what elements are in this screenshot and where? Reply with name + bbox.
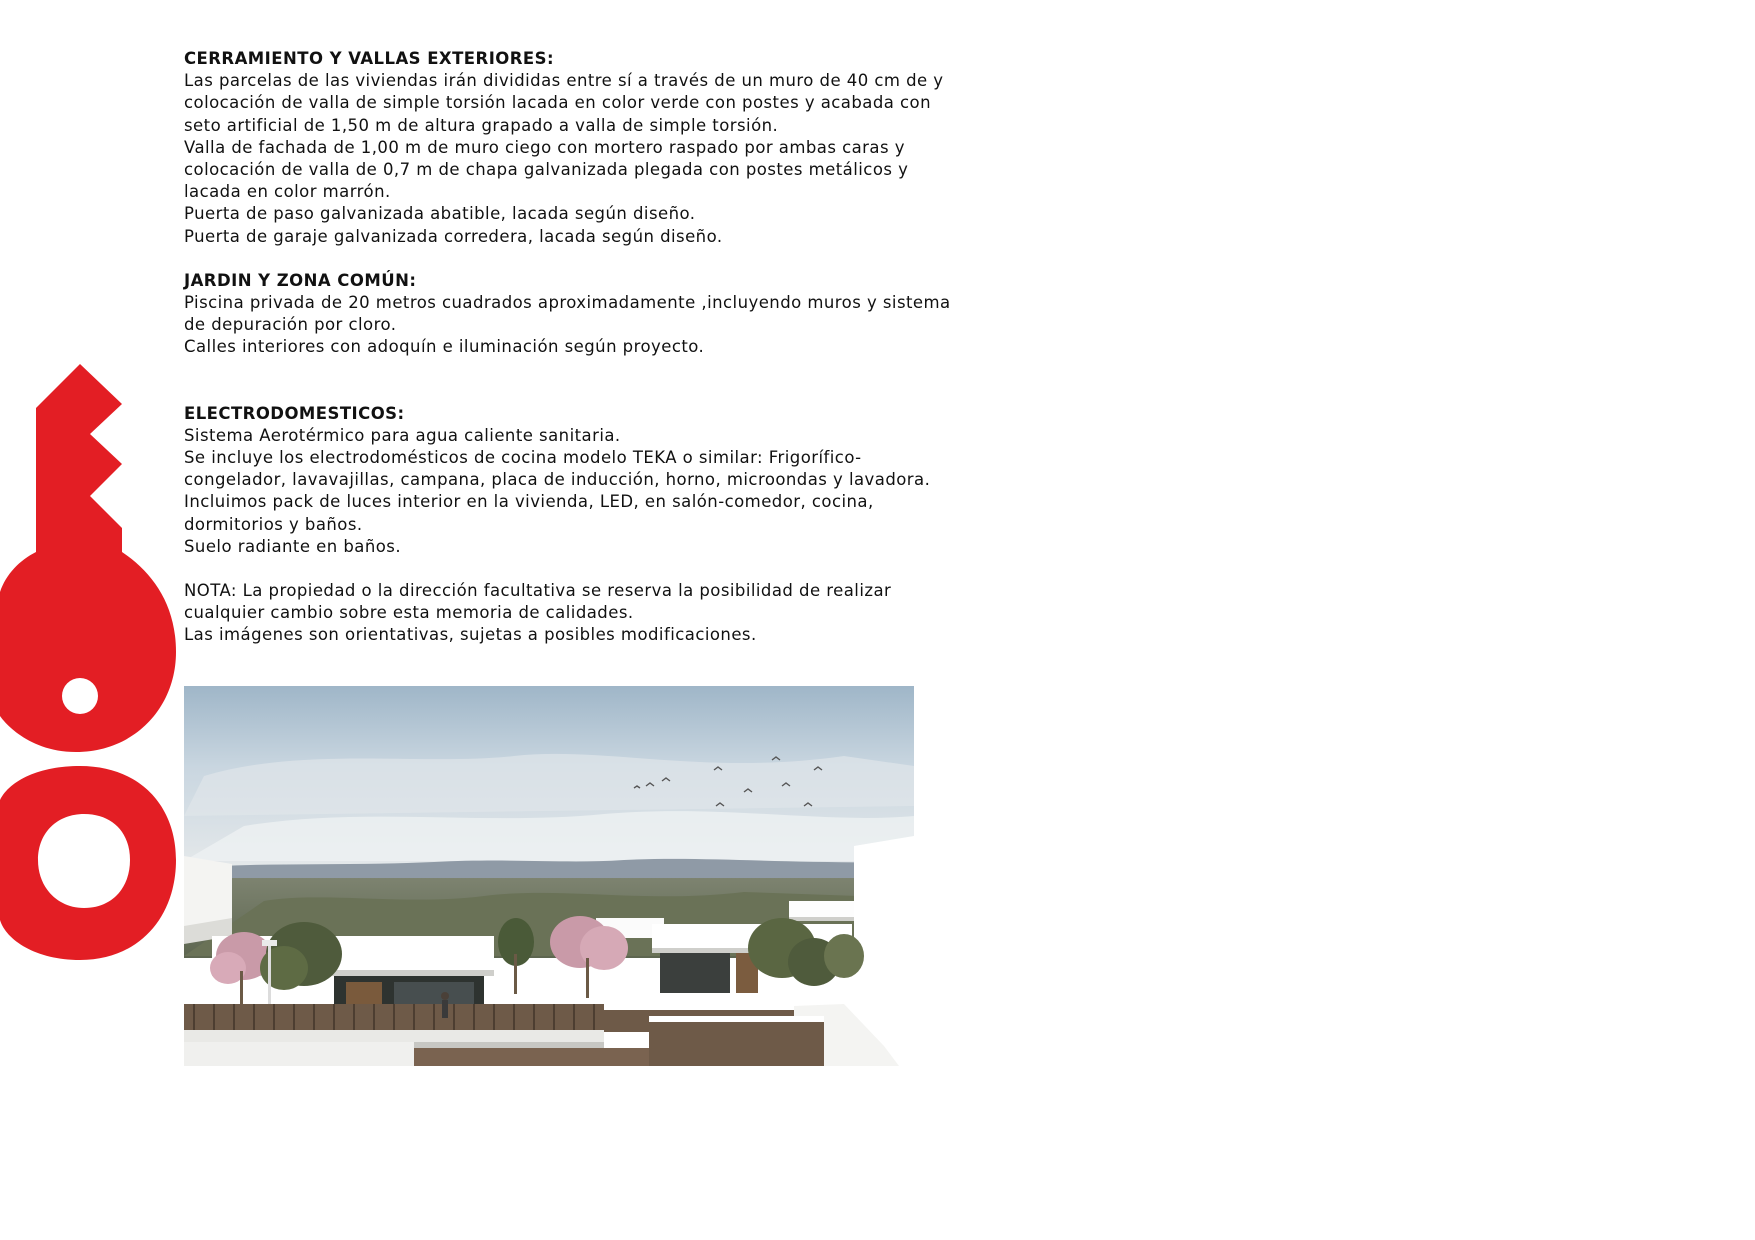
text-line: Puerta de paso galvanizada abatible, lacada según diseño.: [184, 204, 696, 224]
text-line: Se incluye los electrodomésticos de cocina modelo TEKA o similar: Frigorífico-: [184, 448, 862, 468]
text-line: de depuración por cloro.: [184, 315, 397, 335]
text-line: Las parcelas de las viviendas irán divididas entre sí a través de un muro de 40 cm de y: [184, 71, 944, 91]
section-cerramiento: [184, 48, 984, 248]
text-line: Piscina privada de 20 metros cuadrados aproximadamente ,incluyendo muros y sistema: [184, 293, 951, 313]
section-nota: [184, 580, 984, 647]
text-line: colocación de valla de simple torsión lacada en color verde con postes y acabada con: [184, 93, 932, 113]
text-line: cualquier cambio sobre esta memoria de calidades.: [184, 603, 634, 623]
text-line: Valla de fachada de 1,00 m de muro ciego con mortero raspado por ambas caras y: [184, 137, 905, 157]
section-title-cerramiento: CERRAMIENTO Y VALLAS EXTERIORES:: [184, 49, 555, 68]
red-key-icon: [0, 360, 180, 980]
text-line: dormitorios y baños.: [184, 514, 363, 534]
text-line: lacada en color marrón.: [184, 182, 391, 202]
text-line: colocación de valla de 0,7 m de chapa galvanizada plegada con postes metálicos y: [184, 160, 909, 180]
text-line: Las imágenes son orientativas, sujetas a posibles modificaciones.: [184, 625, 757, 645]
section-jardin: [184, 270, 984, 359]
text-line: Suelo radiante en baños.: [184, 536, 402, 556]
text-line: Sistema Aerotérmico para agua caliente sanitaria.: [184, 425, 621, 445]
text-line: Calles interiores con adoquín e iluminación según proyecto.: [184, 337, 705, 357]
architectural-render-image: [184, 686, 914, 1066]
section-title-jardin: JARDIN Y ZONA COMÚN:: [184, 270, 417, 290]
section-title-electrodomesticos: ELECTRODOMESTICOS:: [184, 403, 405, 423]
text-line: NOTA: La propiedad o la dirección facultativa se reserva la posibilidad de realizar: [184, 581, 892, 601]
section-electrodomesticos: [184, 403, 984, 558]
text-line: congelador, lavavajillas, campana, placa de inducción, horno, microondas y lavadora.: [184, 470, 931, 490]
text-line: Puerta de garaje galvanizada corredera, lacada según diseño.: [184, 226, 723, 246]
text-line: seto artificial de 1,50 m de altura grapado a valla de simple torsión.: [184, 115, 779, 135]
specifications-text: [184, 48, 984, 647]
text-line: Incluimos pack de luces interior en la vivienda, LED, en salón-comedor, cocina,: [184, 492, 874, 512]
